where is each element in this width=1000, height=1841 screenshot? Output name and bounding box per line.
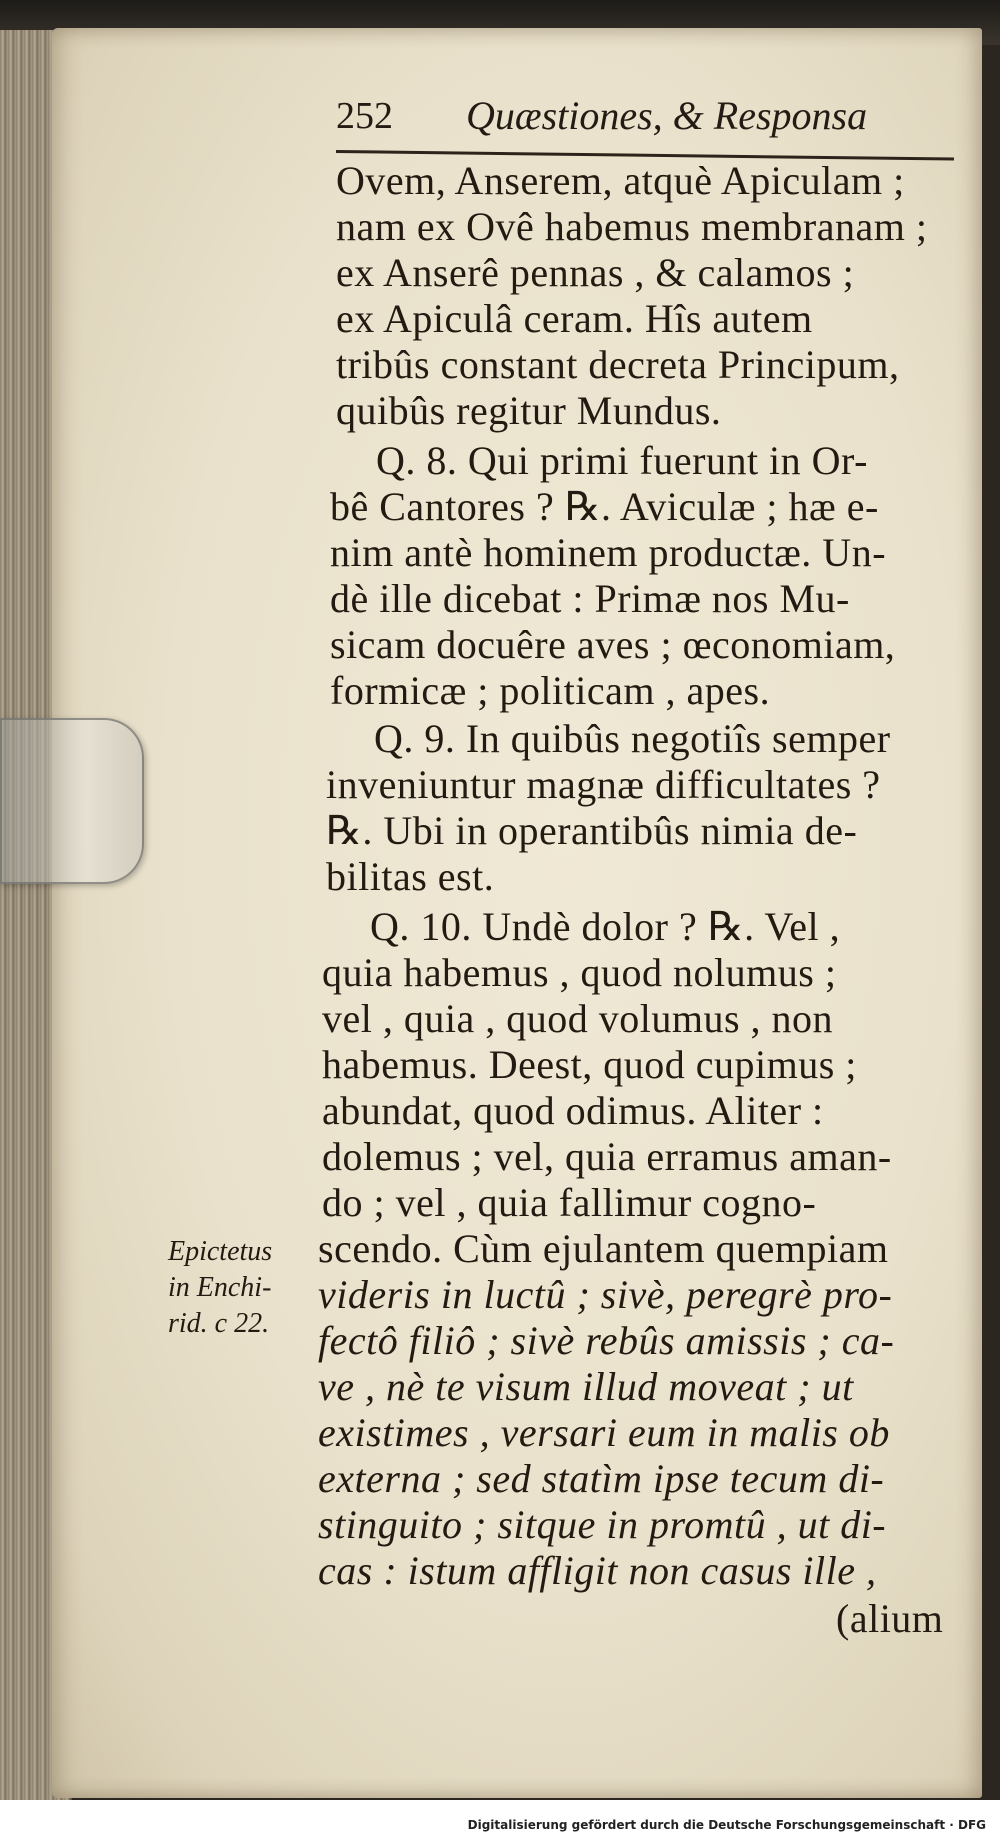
text-line: nim antè hominem productæ. Un- [330,530,887,575]
text-line: ex Apiculâ ceram. Hîs autem [336,296,813,341]
text-line: existimes , versari eum in malis ob [318,1410,890,1455]
text-line: ex Anserê pennas , & calamos ; [336,250,855,295]
digitization-credit: Digitalisierung gefördert durch die Deutsche Forschungsgemeinschaft · DFG [467,1818,986,1832]
text-line: stinguito ; sitque in promtû , ut di- [318,1502,887,1547]
page-clip [0,718,144,884]
margin-note-line: Epictetus [168,1236,273,1267]
text-line: bilitas est. [326,854,495,899]
text-line: sicam docuêre aves ; œconomiam, [330,622,896,667]
text-line: fectô filiô ; sivè rebûs amissis ; ca- [318,1318,895,1363]
margin-note-line: in Enchi- [168,1272,272,1303]
text-line: ℞. Ubi in operantibûs nimia de- [326,808,858,853]
text-line: dolemus ; vel, quia erramus aman- [322,1134,892,1179]
text-line: Q. 10. Undè dolor ? ℞. Vel , [370,904,841,949]
text-line: videris in luctû ; sivè, peregrè pro- [318,1272,893,1317]
text-line: externa ; sed statìm ipse tecum di- [318,1456,885,1501]
text-line: vel , quia , quod volumus , non [322,996,834,1041]
text-line: dè ille dicebat : Primæ nos Mu- [330,576,850,621]
page-number: 252 [336,95,393,137]
text-line: ve , nè te visum illud moveat ; ut [318,1364,854,1409]
text-line: quibûs regitur Mundus. [336,388,722,433]
text-line: tribûs constant decreta Principum, [336,342,900,387]
text-line: do ; vel , quia fallimur cogno- [322,1180,817,1225]
text-line: Q. 9. In quibûs negotiîs semper [374,716,891,761]
text-line: abundat, quod odimus. Aliter : [322,1088,824,1133]
text-line: quia habemus , quod nolumus ; [322,950,837,995]
text-line: habemus. Deest, quod cupimus ; [322,1042,857,1087]
text-line: scendo. Cùm ejulantem quempiam [318,1226,889,1271]
catchword: (alium [836,1596,944,1641]
page-header [336,88,956,148]
text-line: nam ex Ovê habemus membranam ; [336,204,928,249]
footer-bar [0,1800,1000,1841]
text-line: cas : istum affligit non casus ille , [318,1548,877,1593]
running-title: Quæstiones, & Responsa [466,93,868,138]
text-line: bê Cantores ? ℞. Aviculæ ; hæ e- [330,484,879,529]
text-line: Q. 8. Qui primi fuerunt in Or- [376,438,868,483]
text-line: formicæ ; politicam , apes. [330,668,771,713]
text-line: Ovem, Anserem, atquè Apiculam ; [336,158,905,203]
text-line: inveniuntur magnæ difficultates ? [326,762,881,807]
margin-note-line: rid. c 22. [168,1308,270,1339]
